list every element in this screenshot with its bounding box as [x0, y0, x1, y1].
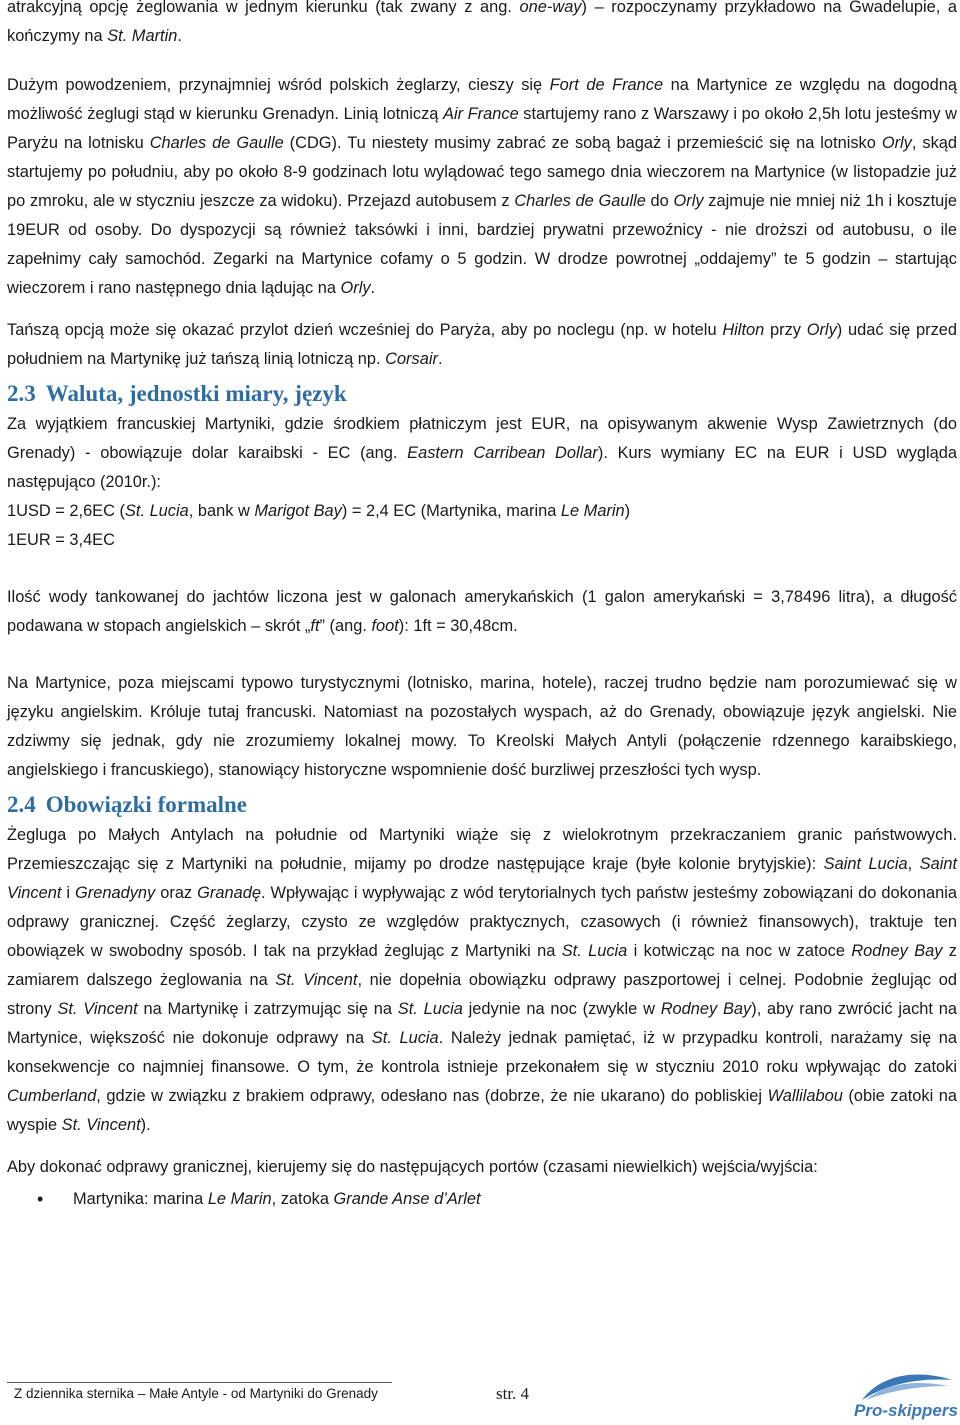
list-item: • Martynika: marina Le Marin, zatoka Grande Anse d’Arlet: [7, 1185, 957, 1214]
document-page: [7, 0, 957, 1214]
paragraph-travel: Dużym powodzeniem, przynajmniej wśród polskich żeglarzy, cieszy się Fort de France na Martynice ze względu na dogodną możliwość żeglugi stąd w kierunku Grenadyn. Linią lotniczą Air France startujemy rano z Warszawy i po około 2,5h lotu jesteśmy w Paryżu na lotnisku Charles de Gaulle (CDG). Tu niestety musimy zabrać ze sobą bagaż i przemieścić się na lotnisko Orly, skąd startujemy po południu, aby po około 8-9 godzinach lotu wylądować tego samego dnia wieczorem na Martynice (w listopadzie już po zmroku, ale w styczniu jeszcze za widoku). Przejazd autobusem z Charles de Gaulle do Orly zajmuje nie mniej niż 1h i kosztuje 19EUR od osoby. Do dyspozycji są również taksówki i inni, bardziej prywatni przewoźnicy - nie droższi od autobusu, o ile zapełnimy cały samochód. Zegarki na Martynice cofamy o 5 godzin. W drodze powrotnej „oddajemy” te 5 godzin – startując wieczorem i rano następnego dnia lądując na Orly.: [7, 76, 958, 297]
page-number: str. 4: [496, 1384, 530, 1403]
section-heading-formalities: 2.4 Obowiązki formalne: [7, 792, 247, 817]
logo-text: Pro-skippers: [854, 1401, 958, 1420]
paragraph-intro: atrakcyjną opcję żeglowania w jednym kierunku (tak zwany z ang. one-way) – rozpoczynamy przykładowo na Gwadelupie, a kończymy na St. Martin.: [7, 0, 957, 45]
exchange-rate-eur: 1EUR = 3,4EC: [7, 531, 115, 549]
paragraph-formalities: Żegluga po Małych Antylach na południe od Martyniki wiąże się z wielokrotnym przekraczaniem granic państwowych. Przemieszczając się z Martyniki na południe, mijamy po drodze następujące kraje (byłe kolonie brytyjskie): Saint Lucia, Saint Vincent i Grenadyny oraz Granadę. Wpływając i wypływając z wód terytorialnych tych państw jesteśmy zobowiązani do dokonania odprawy granicznej. Część żeglarzy, czysto ze względów praktycznych, czasowych (i również finansowych), traktuje ten obowiązek w swobodny sposób. I tak na przykład żeglując z Martyniki na St. Lucia i kotwicząc na noc w zatoce Rodney Bay z zamiarem dalszego żeglowania na St. Vincent, nie dopełnia obowiązku odprawy paszportowej i celnej. Podobnie żeglując od strony St. Vincent na Martynikę i zatrzymując się na St. Lucia jedynie na noc (zwykle w Rodney Bay), aby rano zwrócić jacht na Martynice, większość nie dokonuje odprawy na St. Lucia. Należy jednak pamiętać, iż w przypadku kontroli, narażamy się na konsekwencje co najmniej finansowe. O tym, że kontrola istnieje przekonałem się w styczniu 2010 roku wpływając do zatoki Cumberland, gdzie w związku z brakiem odprawy, odesłano nas (dobrze, że nie ukarano) do pobliskiej Wallilabou (obie zatoki na wyspie St. Vincent).: [7, 826, 958, 1134]
paragraph-cheaper-option: Tańszą opcją może się okazać przylot dzień wcześniej do Paryża, aby po noclegu (np. w hotelu Hilton przy Orly) udać się przed południem na Martynikę już tańszą linią lotniczą np. Corsair.: [7, 321, 957, 368]
section-heading-currency: 2.3 Waluta, jednostki miary, język: [7, 381, 347, 406]
footer-title: Z dziennika sternika – Małe Antyle - od Martyniki do Grenady: [14, 1386, 378, 1401]
paragraph-units: Ilość wody tankowanej do jachtów liczona jest w galonach amerykańskich (1 galon amerykański = 3,78496 litra), a długość podawana w stopach angielskich – skrót „ft” (ang. foot): 1ft = 30,48cm.: [7, 588, 957, 635]
footer-divider: [7, 1382, 392, 1383]
pro-skippers-logo: [852, 1370, 958, 1422]
bullet-icon: •: [37, 1189, 44, 1209]
exchange-rate-usd: 1USD = 2,6EC (St. Lucia, bank w Marigot Bay) = 2,4 EC (Martynika, marina Le Marin): [7, 502, 631, 520]
paragraph-currency: Za wyjątkiem francuskiej Martyniki, gdzie środkiem płatniczym jest EUR, na opisywanym akwenie Wysp Zawietrznych (do Grenady) - obowiązuje dolar karaibski - EC (ang. Eastern Carribean Dollar). Kurs wymiany EC na EUR i USD wygląda następująco (2010r.):: [7, 415, 957, 491]
paragraph-language: Na Martynice, poza miejscami typowo turystycznymi (lotnisko, marina, hotele), raczej trudno będzie nam porozumiewać się w języku angielskim. Króluje tutaj francuski. Natomiast na pozostałych wyspach, aż do Grenady, obowiązuje język angielski. Nie zdziwmy się jednak, gdy nie zrozumiemy lokalnej mowy. To Kreolski Małych Antyli (połączenie rdzennego karaibskiego, angielskiego i francuskiego), stanowiący historyczne wspomnienie dość burzliwej przeszłości tych wysp.: [7, 674, 957, 779]
paragraph-ports-intro: Aby dokonać odprawy granicznej, kierujemy się do następujących portów (czasami niewielkich) wejścia/wyjścia:: [7, 1158, 818, 1176]
